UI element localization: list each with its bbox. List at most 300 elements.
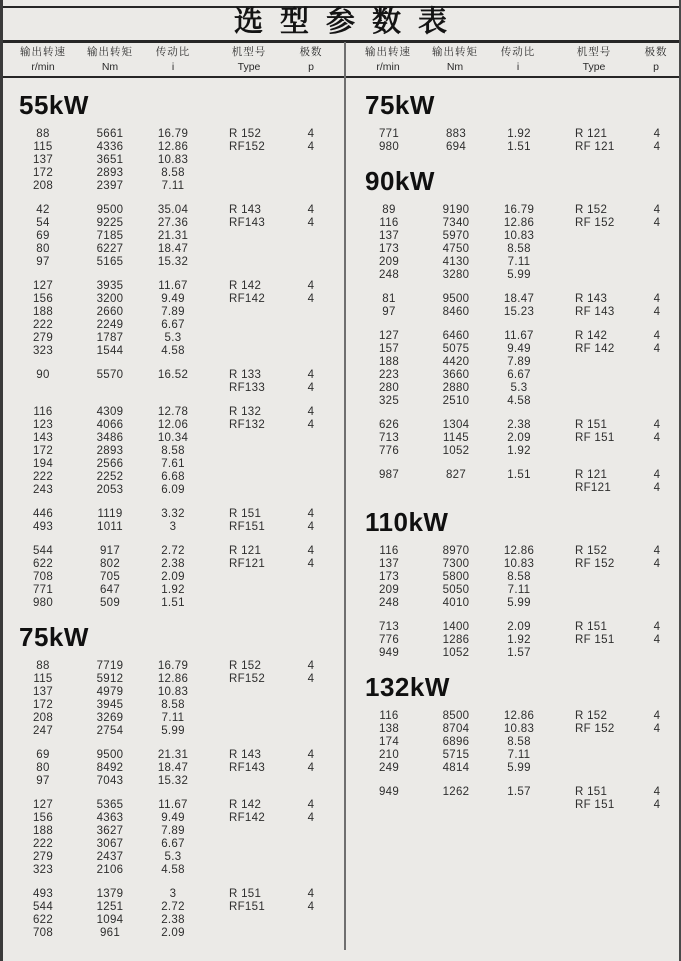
cell-model-type [212, 699, 286, 712]
cell-output-speed: 143 [32, 432, 54, 444]
cell-model-type: RF143 [229, 762, 266, 774]
cell-ratio: 11.67 [504, 330, 534, 342]
cell-output-torque: 1787 [96, 332, 124, 344]
cell-model-type: RF151 [229, 521, 266, 533]
cell-output-torque: 961 [99, 927, 121, 939]
cell-poles: 4 [307, 545, 315, 557]
cell-ratio: 15.32 [157, 256, 189, 268]
cell-output-speed: 987 [378, 469, 400, 481]
cell-output-torque [432, 482, 480, 495]
header-label: 传动比 [500, 46, 536, 58]
cell-output-torque: 3200 [96, 293, 124, 305]
cell-output-speed: 708 [32, 927, 54, 939]
cell-output-torque: 4066 [96, 419, 124, 431]
cell-ratio: 16.52 [157, 369, 189, 381]
cell-poles [286, 484, 336, 497]
table-row [0, 775, 346, 788]
cell-output-speed: 222 [32, 319, 54, 331]
table-row [346, 571, 681, 584]
table-row [0, 128, 346, 141]
cell-ratio: 7.61 [161, 458, 185, 470]
cell-output-torque: 1544 [96, 345, 124, 357]
cell-output-speed: 88 [36, 128, 50, 140]
header-unit: p [308, 61, 314, 73]
cell-output-speed: 90 [36, 369, 50, 381]
cell-ratio: 12.86 [157, 141, 189, 153]
cell-output-speed: 194 [32, 458, 54, 470]
cell-model-type: R 121 [575, 469, 608, 481]
table-row [0, 382, 346, 395]
cell-model-type [558, 749, 632, 762]
cell-model-type: R 142 [229, 280, 262, 292]
cell-ratio: 6.68 [161, 471, 185, 483]
cell-poles: 4 [653, 293, 661, 305]
table-row [0, 864, 346, 877]
cell-model-type: R 133 [229, 369, 262, 381]
cell-ratio: 35.04 [157, 204, 189, 216]
cell-output-torque: 5800 [442, 571, 470, 583]
cell-poles: 4 [653, 141, 661, 153]
cell-ratio: 11.67 [158, 799, 188, 811]
cell-output-torque: 3660 [442, 369, 470, 381]
table-row [0, 927, 346, 940]
cell-ratio: 10.83 [503, 558, 535, 570]
data-group [0, 888, 346, 940]
table-row [346, 799, 681, 812]
cell-ratio: 2.72 [161, 545, 185, 557]
cell-poles [286, 345, 336, 358]
cell-ratio: 8.58 [161, 445, 185, 457]
header-output-torque [431, 44, 479, 76]
cell-poles: 4 [307, 128, 315, 140]
cell-ratio: 8.58 [507, 736, 531, 748]
cell-model-type [212, 571, 286, 584]
cell-output-speed: 949 [378, 647, 400, 659]
cell-model-type [212, 686, 286, 699]
cell-output-speed: 115 [33, 141, 53, 153]
cell-output-torque: 4420 [442, 356, 470, 368]
cell-poles [286, 927, 336, 940]
table-row [0, 419, 346, 432]
cell-output-speed: 174 [378, 736, 400, 748]
cell-output-torque: 5661 [96, 128, 124, 140]
cell-poles [286, 230, 336, 243]
cell-model-type [558, 571, 632, 584]
cell-model-type: R 132 [229, 406, 262, 418]
data-group [346, 204, 681, 282]
cell-ratio: 15.23 [503, 306, 535, 318]
cell-poles: 4 [307, 812, 315, 824]
cell-poles: 4 [307, 406, 315, 418]
cell-ratio: 7.11 [507, 256, 531, 268]
cell-output-speed: 97 [382, 306, 396, 318]
table-row [346, 584, 681, 597]
cell-output-torque: 8704 [442, 723, 470, 735]
cell-model-type [212, 775, 286, 788]
cell-poles [286, 154, 336, 167]
cell-output-torque: 6896 [442, 736, 470, 748]
header-model-type [557, 44, 631, 76]
cell-output-torque: 5570 [96, 369, 124, 381]
table-row [346, 736, 681, 749]
table-row [0, 673, 346, 686]
cell-poles: 4 [307, 293, 315, 305]
cell-output-speed: 949 [378, 786, 400, 798]
cell-ratio: 8.58 [507, 571, 531, 583]
cell-model-type [212, 584, 286, 597]
cell-poles: 4 [307, 280, 315, 292]
cell-output-torque: 7043 [96, 775, 124, 787]
title-underline-divider [0, 40, 681, 43]
cell-poles [286, 712, 336, 725]
cell-ratio: 1.92 [507, 445, 531, 457]
cell-poles [286, 306, 336, 319]
cell-model-type [212, 484, 286, 497]
cell-output-speed: 69 [36, 230, 50, 242]
table-body [0, 78, 681, 961]
cell-poles [286, 167, 336, 180]
cell-output-torque: 5715 [442, 749, 470, 761]
cell-ratio: 12.86 [157, 673, 189, 685]
header-label: 传动比 [155, 46, 191, 58]
cell-output-speed: 248 [378, 597, 400, 609]
table-row [346, 217, 681, 230]
cell-output-torque: 1094 [96, 914, 124, 926]
cell-model-type: RF152 [229, 141, 266, 153]
header-label: 输出转矩 [432, 46, 478, 58]
cell-poles: 4 [307, 660, 315, 672]
cell-model-type [558, 369, 632, 382]
table-row [0, 686, 346, 699]
cell-model-type: R 152 [575, 204, 608, 216]
cell-output-torque: 705 [99, 571, 121, 583]
cell-model-type: RF 152 [575, 558, 615, 570]
cell-output-torque: 5075 [442, 343, 470, 355]
cell-output-speed: 42 [36, 204, 50, 216]
cell-model-type: R 151 [229, 888, 262, 900]
table-row [346, 419, 681, 432]
header-label: 极数 [299, 46, 323, 58]
cell-poles: 4 [653, 217, 661, 229]
cell-poles: 4 [307, 521, 315, 533]
cell-output-torque: 4336 [96, 141, 124, 153]
cell-poles [286, 571, 336, 584]
cell-model-type [212, 306, 286, 319]
cell-output-speed: 156 [32, 812, 54, 824]
cell-output-torque: 802 [99, 558, 121, 570]
table-row [0, 180, 346, 193]
cell-ratio: 5.3 [164, 851, 182, 863]
table-row [0, 508, 346, 521]
table-row [0, 584, 346, 597]
cell-output-speed: 776 [378, 634, 400, 646]
table-row [0, 458, 346, 471]
cell-output-speed: 97 [36, 256, 50, 268]
cell-ratio: 3.32 [161, 508, 185, 520]
cell-poles [286, 825, 336, 838]
data-group [0, 660, 346, 738]
cell-output-torque: 8460 [442, 306, 470, 318]
cell-output-speed: 776 [378, 445, 400, 457]
cell-output-torque: 5912 [96, 673, 124, 685]
table-row [0, 825, 346, 838]
cell-poles [286, 243, 336, 256]
table-row [346, 647, 681, 660]
cell-ratio: 12.06 [157, 419, 189, 431]
cell-output-speed: 622 [32, 558, 54, 570]
cell-output-torque: 2660 [96, 306, 124, 318]
cell-poles [286, 686, 336, 699]
cell-ratio: 2.38 [161, 558, 185, 570]
table-header [0, 44, 681, 76]
data-group [346, 621, 681, 660]
cell-output-speed: 771 [32, 584, 54, 596]
data-group [0, 749, 346, 788]
cell-model-type: RF 151 [575, 634, 615, 646]
cell-model-type [558, 584, 632, 597]
cell-model-type [558, 597, 632, 610]
cell-poles: 4 [307, 382, 315, 394]
cell-output-speed: 209 [378, 584, 400, 596]
cell-output-torque: 4363 [96, 812, 124, 824]
cell-output-torque: 2053 [96, 484, 124, 496]
table-row [0, 154, 346, 167]
cell-ratio: 3 [169, 888, 177, 900]
cell-output-speed: 127 [32, 280, 54, 292]
table-row [346, 482, 681, 495]
cell-output-torque: 7300 [442, 558, 470, 570]
cell-output-speed: 81 [382, 293, 396, 305]
section-power-title: 110kW [365, 507, 449, 537]
cell-output-speed: 89 [382, 204, 396, 216]
table-row [346, 621, 681, 634]
cell-ratio: 10.83 [503, 230, 535, 242]
cell-ratio: 2.38 [161, 914, 185, 926]
cell-model-type [558, 647, 632, 660]
table-row [0, 243, 346, 256]
table-row [0, 256, 346, 269]
cell-ratio: 21.31 [157, 230, 189, 242]
cell-poles [286, 471, 336, 484]
cell-output-torque: 4309 [96, 406, 124, 418]
cell-ratio: 10.83 [157, 154, 189, 166]
cell-output-speed: 115 [33, 673, 53, 685]
cell-ratio: 2.09 [507, 432, 531, 444]
cell-output-torque: 883 [445, 128, 467, 140]
cell-output-torque: 9225 [96, 217, 124, 229]
cell-poles [632, 736, 681, 749]
table-row [0, 712, 346, 725]
cell-poles [632, 269, 681, 282]
cell-output-torque: 1379 [96, 888, 124, 900]
table-row [346, 469, 681, 482]
cell-model-type: RF142 [229, 293, 266, 305]
table-row [0, 901, 346, 914]
cell-output-speed: 137 [378, 558, 400, 570]
cell-model-type: RF 152 [575, 723, 615, 735]
cell-output-torque: 1145 [443, 432, 469, 444]
table-row [0, 369, 346, 382]
cell-output-speed: 69 [36, 749, 50, 761]
cell-model-type [558, 269, 632, 282]
data-group [0, 204, 346, 269]
cell-output-speed: 247 [32, 725, 54, 737]
cell-poles: 4 [307, 888, 315, 900]
cell-model-type [558, 256, 632, 269]
cell-output-torque: 5050 [442, 584, 470, 596]
cell-output-torque: 4010 [442, 597, 470, 609]
cell-ratio: 2.72 [161, 901, 185, 913]
table-row [346, 710, 681, 723]
cell-ratio: 6.67 [161, 319, 185, 331]
cell-output-speed: 188 [32, 825, 54, 837]
cell-output-torque: 7185 [96, 230, 124, 242]
data-group [346, 710, 681, 775]
table-row [346, 141, 681, 154]
table-row [346, 723, 681, 736]
table-row [346, 445, 681, 458]
cell-output-speed [346, 482, 432, 495]
cell-model-type: RF121 [229, 558, 266, 570]
cell-model-type [212, 712, 286, 725]
cell-output-speed: 188 [32, 306, 54, 318]
cell-model-type: RF132 [229, 419, 266, 431]
header-model-type [212, 44, 286, 76]
cell-output-speed: 980 [378, 141, 400, 153]
cell-ratio: 8.58 [161, 699, 185, 711]
cell-model-type: RF 142 [575, 343, 615, 355]
cell-output-torque: 1119 [97, 508, 123, 520]
header-unit: Nm [101, 61, 119, 73]
cell-output-torque: 9500 [442, 293, 470, 305]
cell-ratio: 7.89 [161, 825, 185, 837]
table-row [346, 382, 681, 395]
table-header-left [0, 44, 343, 76]
cell-output-torque: 2252 [96, 471, 124, 483]
data-group [0, 369, 346, 395]
cell-ratio: 7.89 [507, 356, 531, 368]
header-label: 机型号 [231, 46, 267, 58]
cell-model-type [558, 230, 632, 243]
cell-model-type [212, 432, 286, 445]
cell-poles [632, 445, 681, 458]
cell-output-torque: 6460 [442, 330, 470, 342]
data-group [346, 545, 681, 610]
cell-model-type [558, 445, 632, 458]
cell-output-speed: 172 [32, 699, 54, 711]
cell-output-torque: 4979 [96, 686, 124, 698]
cell-ratio: 1.92 [507, 128, 531, 140]
cell-output-speed: 708 [32, 571, 54, 583]
cell-model-type [212, 154, 286, 167]
table-row [346, 356, 681, 369]
page-title: 选型参数表 [233, 6, 464, 38]
cell-poles [632, 230, 681, 243]
cell-model-type [212, 838, 286, 851]
cell-model-type: RF121 [575, 482, 612, 494]
cell-output-speed: 97 [36, 775, 50, 787]
cell-model-type: RF151 [229, 901, 266, 913]
table-row [0, 571, 346, 584]
cell-ratio: 1.51 [507, 141, 531, 153]
table-row [0, 432, 346, 445]
cell-model-type: RF152 [229, 673, 266, 685]
cell-poles [632, 243, 681, 256]
header-output-speed [345, 44, 431, 76]
cell-model-type [212, 345, 286, 358]
cell-model-type [212, 319, 286, 332]
cell-poles: 4 [653, 786, 661, 798]
cell-poles: 4 [307, 204, 315, 216]
cell-poles [632, 584, 681, 597]
cell-output-speed: 713 [378, 621, 400, 633]
cell-model-type [212, 458, 286, 471]
cell-output-speed: 248 [378, 269, 400, 281]
table-row [0, 484, 346, 497]
cell-ratio: 2.09 [161, 927, 185, 939]
cell-model-type [212, 825, 286, 838]
table-row [0, 306, 346, 319]
table-row [346, 306, 681, 319]
cell-output-torque: 6227 [96, 243, 124, 255]
cell-output-torque: 7719 [96, 660, 124, 672]
cell-output-torque: 8492 [96, 762, 124, 774]
cell-poles: 4 [307, 217, 315, 229]
table-row [0, 521, 346, 534]
cell-model-type [558, 395, 632, 408]
table-row [0, 725, 346, 738]
cell-output-torque: 1052 [442, 647, 470, 659]
cell-output-torque: 647 [99, 584, 121, 596]
cell-output-speed: 116 [379, 710, 399, 722]
cell-output-speed [0, 382, 86, 395]
cell-ratio: 5.3 [164, 332, 182, 344]
cell-output-torque: 3067 [96, 838, 124, 850]
cell-output-speed: 208 [32, 180, 54, 192]
cell-model-type [558, 736, 632, 749]
section-power-title: 55kW [19, 90, 89, 120]
cell-ratio: 1.57 [507, 786, 531, 798]
cell-poles [286, 864, 336, 877]
section-power-title: 90kW [365, 166, 435, 196]
header-label: 输出转速 [20, 46, 66, 58]
cell-output-speed: 116 [379, 217, 399, 229]
table-row [0, 799, 346, 812]
cell-ratio: 5.99 [507, 269, 531, 281]
cell-output-speed: 323 [32, 345, 54, 357]
table-row [346, 204, 681, 217]
cell-model-type [558, 243, 632, 256]
cell-poles [632, 369, 681, 382]
table-row [0, 838, 346, 851]
cell-output-speed: 280 [378, 382, 400, 394]
cell-ratio: 5.99 [161, 725, 185, 737]
table-header-right [345, 44, 681, 76]
cell-output-speed: 222 [32, 838, 54, 850]
cell-ratio: 7.11 [161, 712, 185, 724]
cell-ratio: 16.79 [503, 204, 535, 216]
cell-ratio: 5.99 [507, 762, 531, 774]
cell-ratio: 5.99 [507, 597, 531, 609]
table-row [346, 634, 681, 647]
cell-poles [632, 571, 681, 584]
cell-model-type [212, 167, 286, 180]
page-left-border [0, 0, 3, 961]
table-row [346, 128, 681, 141]
cell-model-type: R 151 [575, 786, 608, 798]
cell-output-speed: 137 [32, 154, 54, 166]
cell-poles: 4 [653, 204, 661, 216]
